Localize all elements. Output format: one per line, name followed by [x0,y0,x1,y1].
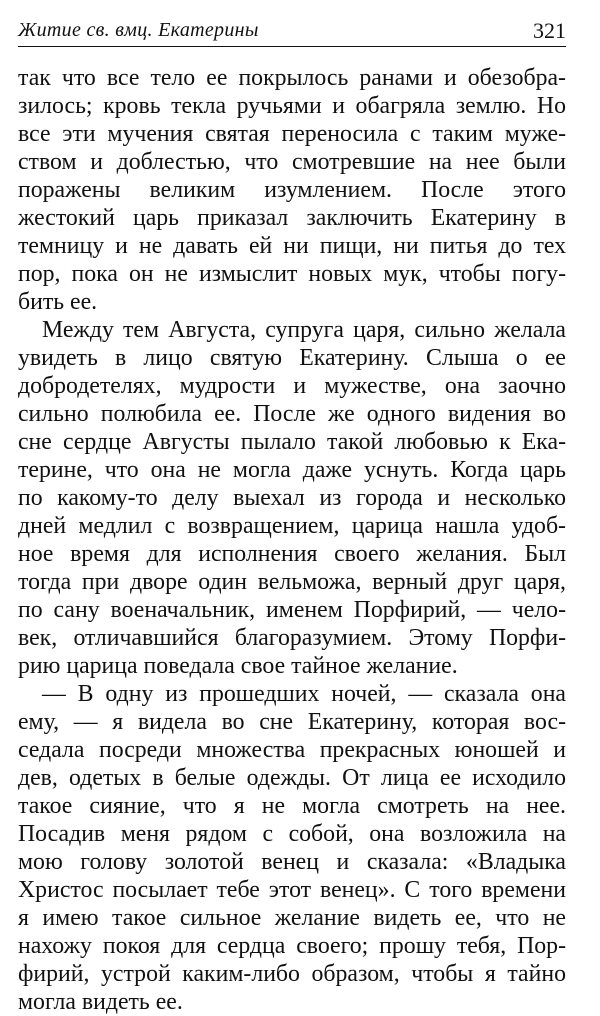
text-line: рию царица поведала свое тайное желание. [18,653,458,679]
page-number: 321 [533,18,566,43]
text-line: — В одну из прошедших ночей, — сказала она [42,681,566,707]
text-line: по сану военачальник, именем Порфирий, — чело- [18,597,566,623]
text-line: добродетелях, мудрости и мужестве, она заочно [18,373,566,399]
text-line: зилось; кровь текла ручьями и обагряла землю. Но [18,93,566,119]
text-line: по какому-то делу выехал из города и несколько [18,485,566,511]
text-line: все эти мучения святая переносила с таким муже- [18,121,566,147]
text-line: фирий, устрой каким-либо образом, чтобы я тайно [18,961,566,987]
text-line: тогда при дворе один вельможа, верный друг царя, [18,569,566,595]
text-line: так что все тело ее покрылось ранами и обезобра- [18,65,566,91]
text-line: бить ее. [18,289,98,315]
body-text [18,64,566,1016]
text-line: такое сияние, что я не могла смотреть на нее. [18,793,566,819]
text-line: Между тем Августа, супруга царя, сильно желала [42,317,566,343]
paragraph [18,680,566,1016]
running-header [18,12,566,47]
text-line: сильно полюбила ее. После же одного видения во [18,401,566,427]
text-line: темницу и не давать ей ни пищи, ни питья до тех [18,233,566,259]
text-line: могла видеть ее. [18,989,183,1015]
text-line: я имею такое сильное желание видеть ее, что не [18,905,566,931]
paragraph [18,316,566,680]
text-line: терине, что она не могла даже уснуть. Когда царь [18,457,566,483]
paragraph [18,64,566,316]
text-line: сне сердце Августы пылало такой любовью к Ека- [18,429,566,455]
running-title: Житие св. вмц. Екатерины [18,19,259,41]
text-line: Христос посылает тебе этот венец». С того времени [18,877,566,903]
text-line: Посадив меня рядом с собой, она возложила на [18,821,566,847]
text-line: увидеть в лицо святую Екатерину. Слыша о ее [18,345,566,371]
text-line: жестокий царь приказал заключить Екатерину в [18,205,566,231]
text-line: седала посреди множества прекрасных юношей и [18,737,566,763]
text-line: дней медлил с возвращением, царица нашла удоб- [18,513,566,539]
text-line: ством и доблестью, что смотревшие на нее были [18,149,566,175]
text-line: нахожу покоя для сердца своего; прошу тебя, Пор- [18,933,566,959]
text-line: дев, одетых в белые одежды. От лица ее исходило [18,765,566,791]
text-line: век, отличавшийся благоразумием. Этому Порфи- [18,625,566,651]
text-line: ное время для исполнения своего желания. Был [18,541,566,567]
text-line: мою голову золотой венец и сказала: «Владыка [18,849,566,875]
text-line: пор, пока он не измыслит новых мук, чтобы погу- [18,261,566,287]
text-line: поражены великим изумлением. После этого [18,177,566,203]
text-line: ему, — я видела во сне Екатерину, которая вос- [18,709,566,735]
